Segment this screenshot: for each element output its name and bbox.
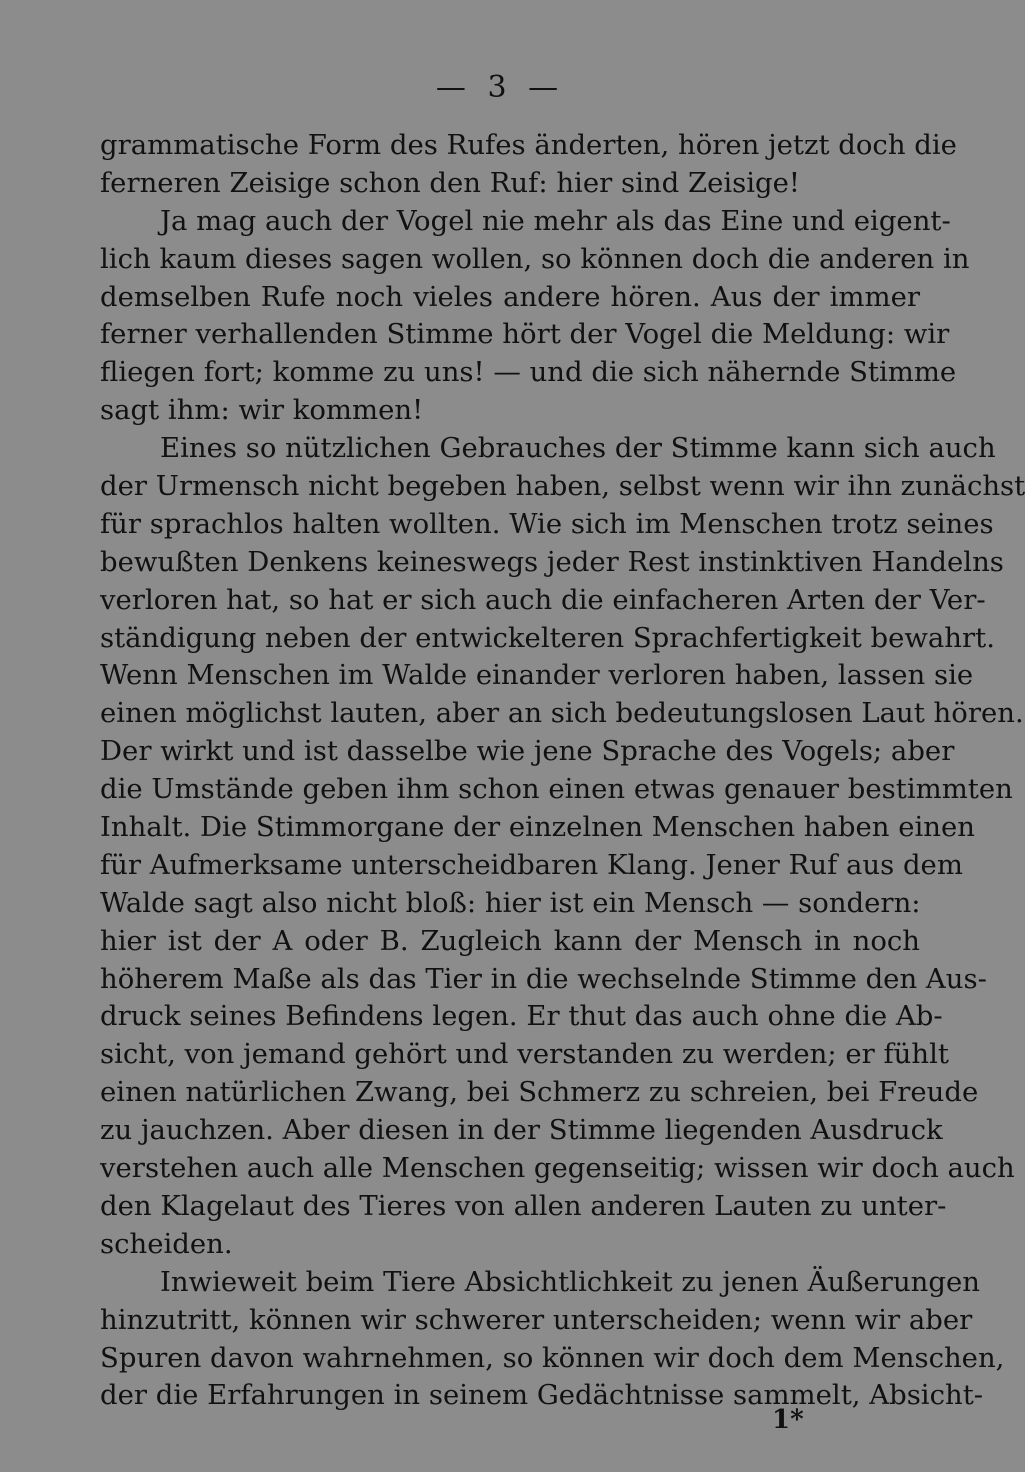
text-line: scheiden. (100, 1227, 233, 1260)
text-line: fliegen fort; komme zu uns! — und die sich nähernde Stimme (100, 356, 957, 389)
text-line: druck seines Befindens legen. Er thut das auch ohne die Ab- (100, 1000, 943, 1033)
text-line: Inwieweit beim Tiere Absichtlichkeit zu jenen Äußerungen (160, 1265, 980, 1298)
text-line: höherem Maße als das Tier in die wechselnde Stimme den Aus- (100, 962, 987, 995)
text-line: ferneren Zeisige schon den Ruf: hier sind Zeisige! (100, 166, 800, 199)
text-line: Der wirkt und ist dasselbe wie jene Sprache des Vogels; aber (100, 735, 955, 768)
text-line: Ja mag auch der Vogel nie mehr als das Eine und eigent- (160, 204, 951, 237)
text-line: Spuren davon wahrnehmen, so können wir doch dem Menschen, (100, 1341, 1005, 1374)
text-line: einen möglichst lauten, aber an sich bedeutungslosen Laut hören. (100, 697, 1024, 730)
text-line: lich kaum dieses sagen wollen, so können doch die anderen in (100, 242, 970, 275)
text-line: Eines so nützlichen Gebrauches der Stimme kann sich auch (160, 432, 996, 465)
text-line: für Aufmerksame unterscheidbaren Klang. Jener Ruf aus dem (100, 848, 963, 881)
text-line: die Umstände geben ihm schon einen etwas genauer bestimmten (100, 773, 1013, 806)
text-line: hinzutritt, können wir schwerer unterscheiden; wenn wir aber (100, 1303, 973, 1336)
text-line: sicht, von jemand gehört und verstanden zu werden; er fühlt (100, 1038, 949, 1071)
text-line: Inhalt. Die Stimmorgane der einzelnen Menschen haben einen (100, 811, 975, 844)
signature-mark: 1* (772, 1405, 804, 1435)
text-line: ferner verhallenden Stimme hört der Vogel die Meldung: wir (100, 318, 950, 351)
text-line: sagt ihm: wir kommen! (100, 394, 424, 427)
text-line: für sprachlos halten wollten. Wie sich im Menschen trotz seines (100, 507, 994, 540)
body-text (100, 127, 1025, 1415)
text-line: verstehen auch alle Menschen gegenseitig; wissen wir doch auch (100, 1152, 1015, 1185)
text-line: grammatische Form des Rufes änderten, hören jetzt doch die (100, 129, 957, 161)
text-line: Walde sagt also nicht bloß: hier ist ein Mensch — sondern: (100, 886, 921, 919)
text-line: einen natürlichen Zwang, bei Schmerz zu schreien, bei Freude (100, 1076, 979, 1109)
text-line: ständigung neben der entwickelteren Sprachfertigkeit bewahrt. (100, 621, 995, 654)
text-line: der Urmensch nicht begeben haben, selbst wenn wir ihn zunächst (100, 470, 1025, 503)
text-line: den Klagelaut des Tieres von allen anderen Lauten zu unter- (100, 1189, 947, 1222)
text-line: der die Erfahrungen in seinem Gedächtnisse sammelt, Absicht- (100, 1379, 984, 1412)
text-line: verloren hat, so hat er sich auch die einfacheren Arten der Ver- (100, 583, 986, 616)
page-number: — 3 — (435, 70, 565, 105)
text-line: demselben Rufe noch vieles andere hören. Aus der immer (100, 280, 920, 313)
text-line: hier ist der A oder B. Zugleich kann der Mensch in noch (100, 924, 920, 957)
text-line: Wenn Menschen im Walde einander verloren haben, lassen sie (100, 659, 974, 692)
text-line: bewußten Denkens keineswegs jeder Rest instinktiven Handelns (100, 545, 1004, 578)
text-line: zu jauchzen. Aber diesen in der Stimme liegenden Ausdruck (100, 1114, 943, 1147)
